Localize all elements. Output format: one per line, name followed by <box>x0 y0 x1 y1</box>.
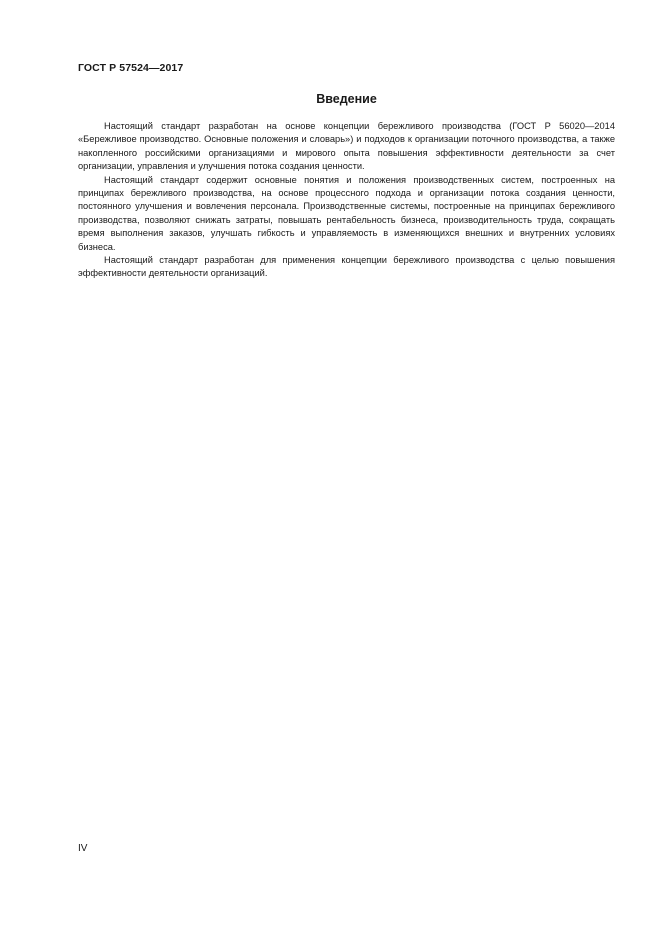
document-code-header: ГОСТ Р 57524—2017 <box>78 62 184 74</box>
paragraph-1: Настоящий стандарт разработан на основе концепции бережливого производства (ГОСТ Р 56020—2014 «Бережливое производство. Основные положения и словарь») и подходов к организации поточного производства, а также накопленного российскими организациями и мирового опыта повышения эффективности деятельности за счет организации, управления и улучшения потока создания ценности. <box>78 121 615 172</box>
paragraph-2: Настоящий стандарт содержит основные понятия и положения производственных систем, построенных на принципах бережливого производства, на основе процессного подхода и организации потока создания ценности, постоянного улучшения и вовлечения персонала. Производственные системы, построенные на принципах бережливого производства, позволяют снижать затраты, повышать рентабельность бизнеса, производительность труда, сокращать время выполнения заказов, улучшать гибкость и управляемость в изменяющихся внешних и внутренних условиях бизнеса. <box>78 174 615 252</box>
section-title: Введение <box>316 92 377 106</box>
page-number: IV <box>78 843 88 854</box>
paragraph-3: Настоящий стандарт разработан для применения концепции бережливого производства с целью повышения эффективности деятельности организаций. <box>78 255 615 279</box>
document-body <box>78 120 615 281</box>
